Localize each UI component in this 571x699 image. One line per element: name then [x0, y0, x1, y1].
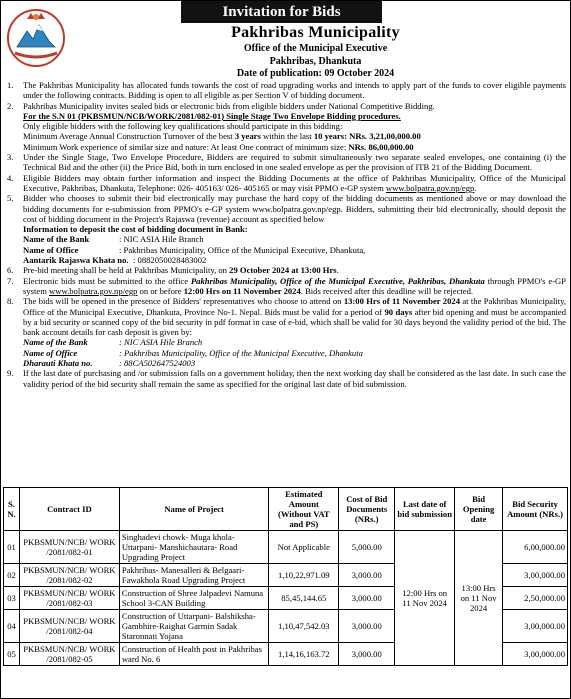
label: Name of Office: [23, 244, 79, 255]
paragraph-number: 1.: [7, 80, 14, 90]
validity-period: 90 days: [384, 306, 413, 317]
paragraph-1: [7, 80, 566, 101]
pre-bid-date: 29 October 2024 at 13:00 Hrs: [229, 265, 337, 276]
cell-sn: 02: [4, 564, 20, 587]
egp-link[interactable]: www.bolpatra.gov.np/egp: [49, 285, 138, 296]
cell-amount: 1,10,22,971.09: [269, 564, 339, 587]
paragraph-text: [23, 101, 566, 152]
bank-row: [23, 337, 566, 347]
cell-cost: 3,000.00: [339, 610, 395, 643]
cell-project-name: Construction of Shree Jalpadevi Namuna School 3-CAN Building: [119, 587, 269, 610]
paragraph-number: 8.: [7, 296, 14, 307]
text: .: [336, 265, 339, 276]
text: The bids will be opened in the presence of Bidders' representatives who choose to attend on: [23, 296, 344, 307]
paragraph-5: [7, 193, 566, 265]
value: : Pakhribas Municipality, Office of the Municipal Executive, Dhankuta,: [119, 244, 366, 255]
cell-cost: 3,000.00: [339, 564, 395, 587]
value: : Pakhribas Municipality, Office of the Municipal Executive, Dhankuta: [119, 347, 363, 358]
value: : NIC ASIA Hile Branch: [119, 234, 204, 245]
text: . Bids received after this deadline will be rejected.: [300, 285, 474, 296]
label: Aantarik Rajaswa Khata no.: [23, 255, 129, 266]
cell-amount: 85,45,144.65: [269, 587, 339, 610]
office-address: Pakhribas, Dhankuta: [269, 56, 362, 67]
cell-amount: Not Applicable: [269, 531, 339, 564]
paragraph-text: Under the Single Stage, Two Envelope Procedure, Bidders are required to submit simultaneously two separate sealed envelopes, one containing (i) the Technical Bid and the other (ii) the Price Bid, both in turn enclosed in one sealed envelope as per the provision of ITB 21 of the Bidding Document.: [23, 152, 566, 173]
cell-sn: 01: [4, 531, 20, 564]
label: Name of the Bank: [23, 234, 90, 245]
header-sn: S. N.: [4, 488, 20, 531]
text: on or before: [137, 285, 184, 296]
paragraph-number: 3.: [7, 152, 14, 163]
egp-link[interactable]: www.bolpatra.gov.np/egp: [385, 182, 475, 193]
text: through PPMO's e-GP system: [23, 275, 566, 296]
cell-amount: 1,14,16,163.72: [269, 643, 339, 666]
text: after bid opening and must be accompanied by a bid security or scanned copy of the bid security in pdf format in case of e-bid, which shall be valid for 30 days beyond the validity period of the bid. The bank account details for cash deposit is given by:: [23, 306, 566, 338]
cell-last-date: 12:00 Hrs on 11 Nov 2024: [395, 531, 455, 666]
cell-sn: 05: [4, 643, 20, 666]
account-row: [23, 255, 566, 265]
cell-security: 6,00,000.00: [503, 531, 568, 564]
submission-deadline: 12:00 Hrs on 11 November 2024: [183, 285, 301, 296]
text: within the last: [260, 131, 314, 142]
table-row: [4, 531, 568, 564]
value: : NIC ASIA Hile Branch: [119, 337, 203, 348]
p2-procedure: For the S.N 01 (PKBSMUN/NCB/WORK/2081/082-01) Single Stage Two Envelope Bidding procedures.: [23, 110, 401, 121]
text: Electronic bids must be submitted to the office: [23, 275, 191, 286]
paragraph-9: [7, 368, 566, 389]
contracts-table: [3, 487, 568, 666]
paragraph-text: [23, 193, 566, 265]
paragraph-text: [23, 265, 566, 275]
cell-contract-id: PKBSMUN/NCB/ WORK /2081/082-02: [19, 564, 119, 587]
cell-security: 3,00,000.00: [503, 643, 568, 666]
cell-opening-date: 13:00 Hrs on 11 Nov 2024: [455, 531, 503, 666]
paragraph-text: The Pakhribas Municipality has allocated funds towards the cost of road upgrading works and intends to apply part of the funds to cover eligible payments under the following contracts. Bidding is open to all eligible as per Section V of bidding document.: [23, 80, 566, 101]
cell-cost: 3,000.00: [339, 643, 395, 666]
notice-body: [7, 80, 566, 389]
cell-project-name: Construction of Uttarpani- Balshiksha-Gambhire-Raighat Garmin Sadak Staronnati Yojana: [119, 610, 269, 643]
paragraph-7: [7, 276, 566, 297]
cell-security: 2,50,000.00: [503, 587, 568, 610]
cell-sn: 03: [4, 587, 20, 610]
paragraph-number: 4.: [7, 172, 14, 183]
paragraph-number: 7.: [7, 275, 14, 286]
cell-sn: 04: [4, 610, 20, 643]
paragraph-number: 2.: [7, 100, 14, 111]
paragraph-number: 9.: [7, 368, 14, 379]
text: NRs. 86,00,000.00: [348, 141, 414, 152]
text: 3 years: [234, 131, 261, 142]
cell-contract-id: PKBSMUN/NCB/ WORK /2081/082-03: [19, 587, 119, 610]
cell-contract-id: PKBSMUN/NCB/ WORK /2081/082-05: [19, 643, 119, 666]
p2-turnover: [23, 131, 421, 141]
text: 10 years: [313, 131, 345, 142]
label: Name of Office: [23, 347, 78, 358]
office-name: Office of the Municipal Executive: [243, 43, 388, 54]
account-row: [23, 358, 566, 368]
text: Minimum Average Annual Construction Turnover of the best: [23, 131, 235, 142]
header-bid-security: Bid Security Amount (NRs.): [503, 488, 568, 531]
paragraph-8: [7, 296, 566, 368]
cell-contract-id: PKBSMUN/NCB/ WORK /2081/082-04: [19, 610, 119, 643]
paragraph-text: If the last date of purchasing and /or submission falls on a government holiday, then the next working day shall be considered as the last date. In such case the validity period of the bid security shall remain the same as specified for the original last date of bid submission.: [23, 368, 566, 389]
header-opening-date: Bid Opening date: [455, 488, 503, 531]
value: : 88CA502647524003: [119, 358, 196, 369]
header-estimated-amount: Estimated Amount (Without VAT and PS): [269, 488, 339, 531]
label: Dharauti Khata no.: [23, 358, 93, 369]
cell-security: 3,00,000.00: [503, 564, 568, 587]
header-contract-id: Contract ID: [19, 488, 119, 531]
publication-date: Date of publication: 09 October 2024: [236, 68, 395, 79]
text: Pre-bid meeting shall be held at Pakhribas Municipality, on: [23, 265, 230, 276]
text: at the Pakhribas Municipality, Office of the Municipal Executive, Dhankuta, Province No-1. Nepal. Bids must be valid for a period of: [23, 296, 566, 317]
bank-row: [23, 234, 566, 244]
text: Minimum Work experience of similar size and nature: At least One contract of minimum size:: [23, 141, 349, 152]
text: Eligible Bidders may obtain further information and inspect the Bidding Documents at the office of Pakhribas Municipality, Office of the Municipal Executive, Pakhribas, Dhankuta, Telephone: 026- 405163/ 026- 405165 or may visit PPMO e-GP system: [23, 172, 566, 193]
office-row: [23, 245, 566, 255]
nepal-emblem-icon: [5, 7, 67, 69]
paragraph-6: [7, 265, 566, 275]
banner-title: Invitation for Bids: [181, 1, 382, 23]
paragraph-text: [23, 173, 566, 194]
paragraph-4: [7, 173, 566, 194]
office-name-inline: Pakhribas Municipality, Office of the Municipal Executive, Pakhribas, Dhankuta: [190, 275, 485, 286]
header-bid-doc-cost: Cost of Bid Documents (NRs.): [339, 488, 395, 531]
office-row: [23, 348, 566, 358]
text: : NRs. 3,21,00,000.00: [344, 131, 421, 142]
paragraph-number: 5.: [7, 193, 14, 204]
p2-experience: [23, 142, 414, 152]
table-header-row: [4, 488, 568, 531]
cell-contract-id: PKBSMUN/NCB/ WORK /2081/082-01: [19, 531, 119, 564]
label: Name of the Bank: [23, 337, 88, 348]
paragraph-2: [7, 101, 566, 152]
cell-project-name: Pakhribas- Manesalleri & Belgaari-Fawakhola Road Upgrading Project: [119, 564, 269, 587]
cell-project-name: Construction of Health post in Pakhribas ward No. 6: [119, 643, 269, 666]
paragraph-number: 6.: [7, 265, 14, 276]
header-last-date: Last date of bid submission: [395, 488, 455, 531]
opening-time: 13:00 Hrs of 11 November 2024: [343, 296, 460, 307]
paragraph-text: [23, 296, 566, 368]
cell-security: 3,00,000.00: [503, 610, 568, 643]
deposit-info-heading: Information to deposit the cost of bidding document in Bank:: [23, 224, 248, 235]
cell-project-name: Singhadevi chowk- Muga khola- Uttarpani- Manshichautara- Road Upgrading Project: [119, 531, 269, 564]
municipality-name: Pakhribas Municipality: [231, 24, 400, 41]
p2-qualification-intro: Only eligible bidders with the following key qualifications should participate in this bidding:: [23, 121, 343, 132]
paragraph-3: [7, 152, 566, 173]
paragraph-text: [23, 276, 566, 297]
cell-amount: 1,10,47,542.03: [269, 610, 339, 643]
cell-cost: 5,000.00: [339, 531, 395, 564]
p2-intro: Pakhribas Municipality invites sealed bids or electronic bids from eligible bidders under National Competitive Bidding.: [23, 100, 435, 111]
text: Bidder who chooses to submit their bid electronically may purchase the hard copy of the bidding documents as mentioned above or may download the bidding documents for e-submission from PPMO's e-GP system www.bolpatra.gov.np/egp. Bidders, submitting their bid electronically, should deposit the cost of bidding document in the Project's Rajaswa (revenue) account as specified below: [23, 193, 566, 224]
header-project-name: Name of Project: [119, 488, 269, 531]
cell-cost: 3,000.00: [339, 587, 395, 610]
text: .: [474, 182, 477, 193]
value: : 0882050028483002: [133, 255, 207, 266]
